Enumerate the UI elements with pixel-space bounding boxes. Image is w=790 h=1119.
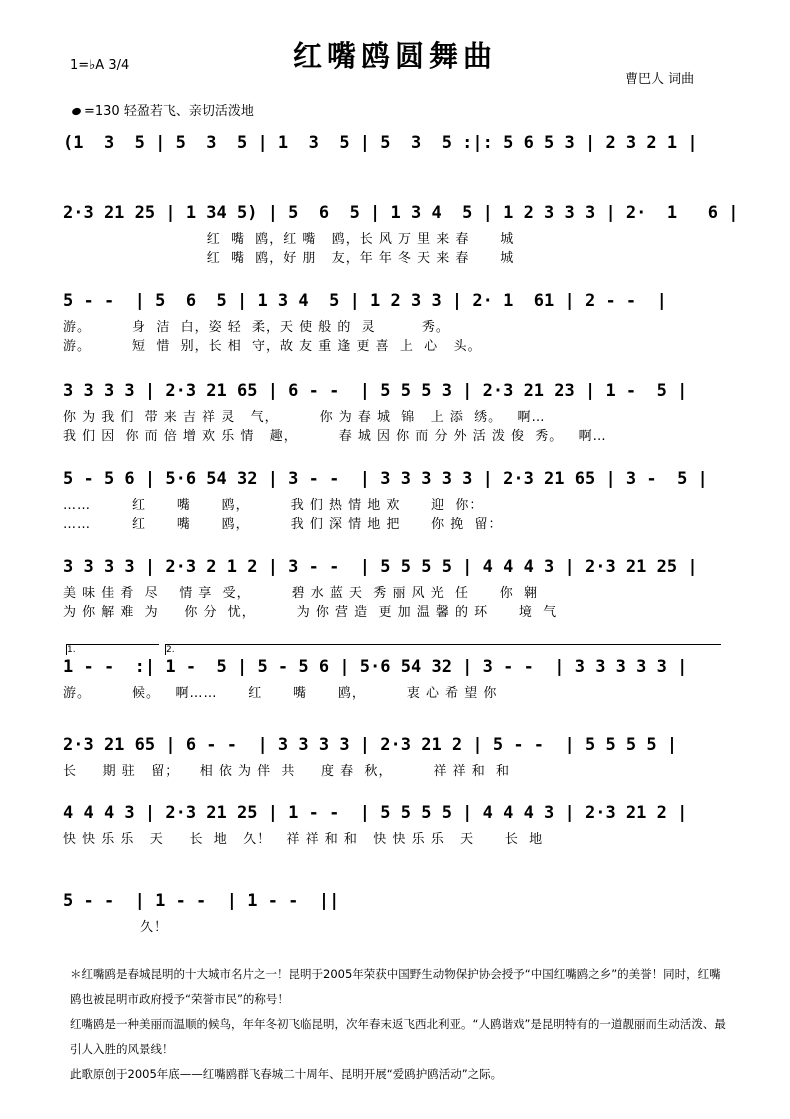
lyrics-line: 红 嘴 鸥，红 嘴 鸥，长 风 万 里 来 春 城 <box>63 232 515 247</box>
footnote-2: 红嘴鸥是一种美丽而温顺的候鸟，年年冬初飞临昆明，次年春末返飞西北利亚。“人鸥谐戏”是昆明特有的一道靓丽而生动活泼、最引人入胜的风景线！ <box>70 1017 726 1056</box>
volta-1-label: 1. <box>67 645 76 655</box>
notes-line: 4 4 4 3 | 2·3 21 25 | 1 - - | 5 5 5 5 | 4 4 4 3 | 2·3 21 2 | <box>63 803 688 823</box>
lyrics-line: 长 期 驻 留； 相 依 为 伴 共 度 春 秋， 祥 祥 和 和 <box>63 764 511 779</box>
lyrics-line: 你 为 我 们 带 来 吉 祥 灵 气， 你 为 春 城 锦 上 添 绣。 啊… <box>63 410 546 425</box>
lyrics-line: 为 你 解 难 为 你 分 忧， 为 你 营 造 更 加 温 馨 的 环 境 气 <box>63 605 558 620</box>
volta-2-label: 2. <box>166 645 175 655</box>
notes-line: (1 3 5 | 5 3 5 | 1 3 5 | 5 3 5 :|: 5 6 5 3 | 2 3 2 1 | <box>63 133 698 153</box>
notes-line: 5 - - | 1 - - | 1 - - || <box>63 891 340 911</box>
footnote-3: 此歌原创于2005年底——红嘴鸥群飞春城二十周年、昆明开展“爱鸥护鸥活动”之际。 <box>70 1067 503 1081</box>
lyrics-line: 美 味 佳 肴 尽 情 享 受， 碧 水 蓝 天 秀 丽 风 光 任 你 翱 <box>63 586 539 601</box>
page-title: 红嘴鸥圆舞曲 <box>292 39 497 73</box>
lyrics-line: 红 嘴 鸥，好 朋 友，年 年 冬 天 来 春 城 <box>63 251 515 266</box>
tempo-marking <box>72 100 254 119</box>
notes-line: 5 - 5 6 | 5·6 54 32 | 3 - - | 3 3 3 3 3 | 2·3 21 65 | 3 - 5 | <box>63 469 708 489</box>
lyrics-line: 我 们 因 你 而 倍 增 欢 乐 情 趣， 春 城 因 你 而 分 外 活 泼 俊 秀。 啊… <box>63 429 607 444</box>
footnote-1: ＊红嘴鸥是春城昆明的十大城市名片之一！昆明于2005年荣获中国野生动物保护协会授予“中国红嘴鸥之乡”的美誉！同时，红嘴鸥也被昆明市政府授予“荣誉市民”的称号！ <box>70 967 721 1006</box>
lyrics-line: 游。 短 惜 别，长 相 守，故 友 重 逢 更 喜 上 心 头。 <box>63 339 482 354</box>
lyrics-line: 快 快 乐 乐 天 长 地 久！ 祥 祥 和 和 快 快 乐 乐 天 长 地 <box>63 832 544 847</box>
lyrics-line: 游。 候。 啊…… 红 嘴 鸥， 衷 心 希 望 你 <box>63 686 498 701</box>
notes-line: 1 - - :| 1 - 5 | 5 - 5 6 | 5·6 54 32 | 3 - - | 3 3 3 3 3 | <box>63 657 688 677</box>
tempo-text: =130 轻盈若飞、亲切活泼地 <box>84 104 254 119</box>
volta-1 <box>66 644 159 655</box>
volta-2 <box>165 644 721 655</box>
author-credit: 曹巴人 词曲 <box>625 72 695 87</box>
lyrics-line: 久！ <box>63 920 168 935</box>
notes-line: 2·3 21 25 | 1 34 5) | 5 6 5 | 1 3 4 5 | 1 2 3 3 3 | 2· 1 6 | <box>63 203 739 223</box>
lyrics-line: 游。 身 洁 白，姿 轻 柔，天 使 般 的 灵 秀。 <box>63 320 450 335</box>
lyrics-line: …… 红 嘴 鸥， 我 们 热 情 地 欢 迎 你： <box>63 498 484 513</box>
notes-line: 3 3 3 3 | 2·3 21 65 | 6 - - | 5 5 5 3 | 2·3 21 23 | 1 - 5 | <box>63 381 688 401</box>
lyrics-line: …… 红 嘴 鸥， 我 们 深 情 地 把 你 挽 留： <box>63 517 503 532</box>
footnotes <box>70 962 732 1087</box>
notes-line: 3 3 3 3 | 2·3 2 1 2 | 3 - - | 5 5 5 5 | 4 4 4 3 | 2·3 21 25 | <box>63 557 698 577</box>
notes-line: 2·3 21 65 | 6 - - | 3 3 3 3 | 2·3 21 2 | 5 - - | 5 5 5 5 | <box>63 735 678 755</box>
notes-line: 5 - - | 5 6 5 | 1 3 4 5 | 1 2 3 3 | 2· 1 61 | 2 - - | <box>63 291 667 311</box>
key-signature: 1=♭A 3/4 <box>70 58 130 73</box>
quarter-note-icon <box>71 107 82 117</box>
